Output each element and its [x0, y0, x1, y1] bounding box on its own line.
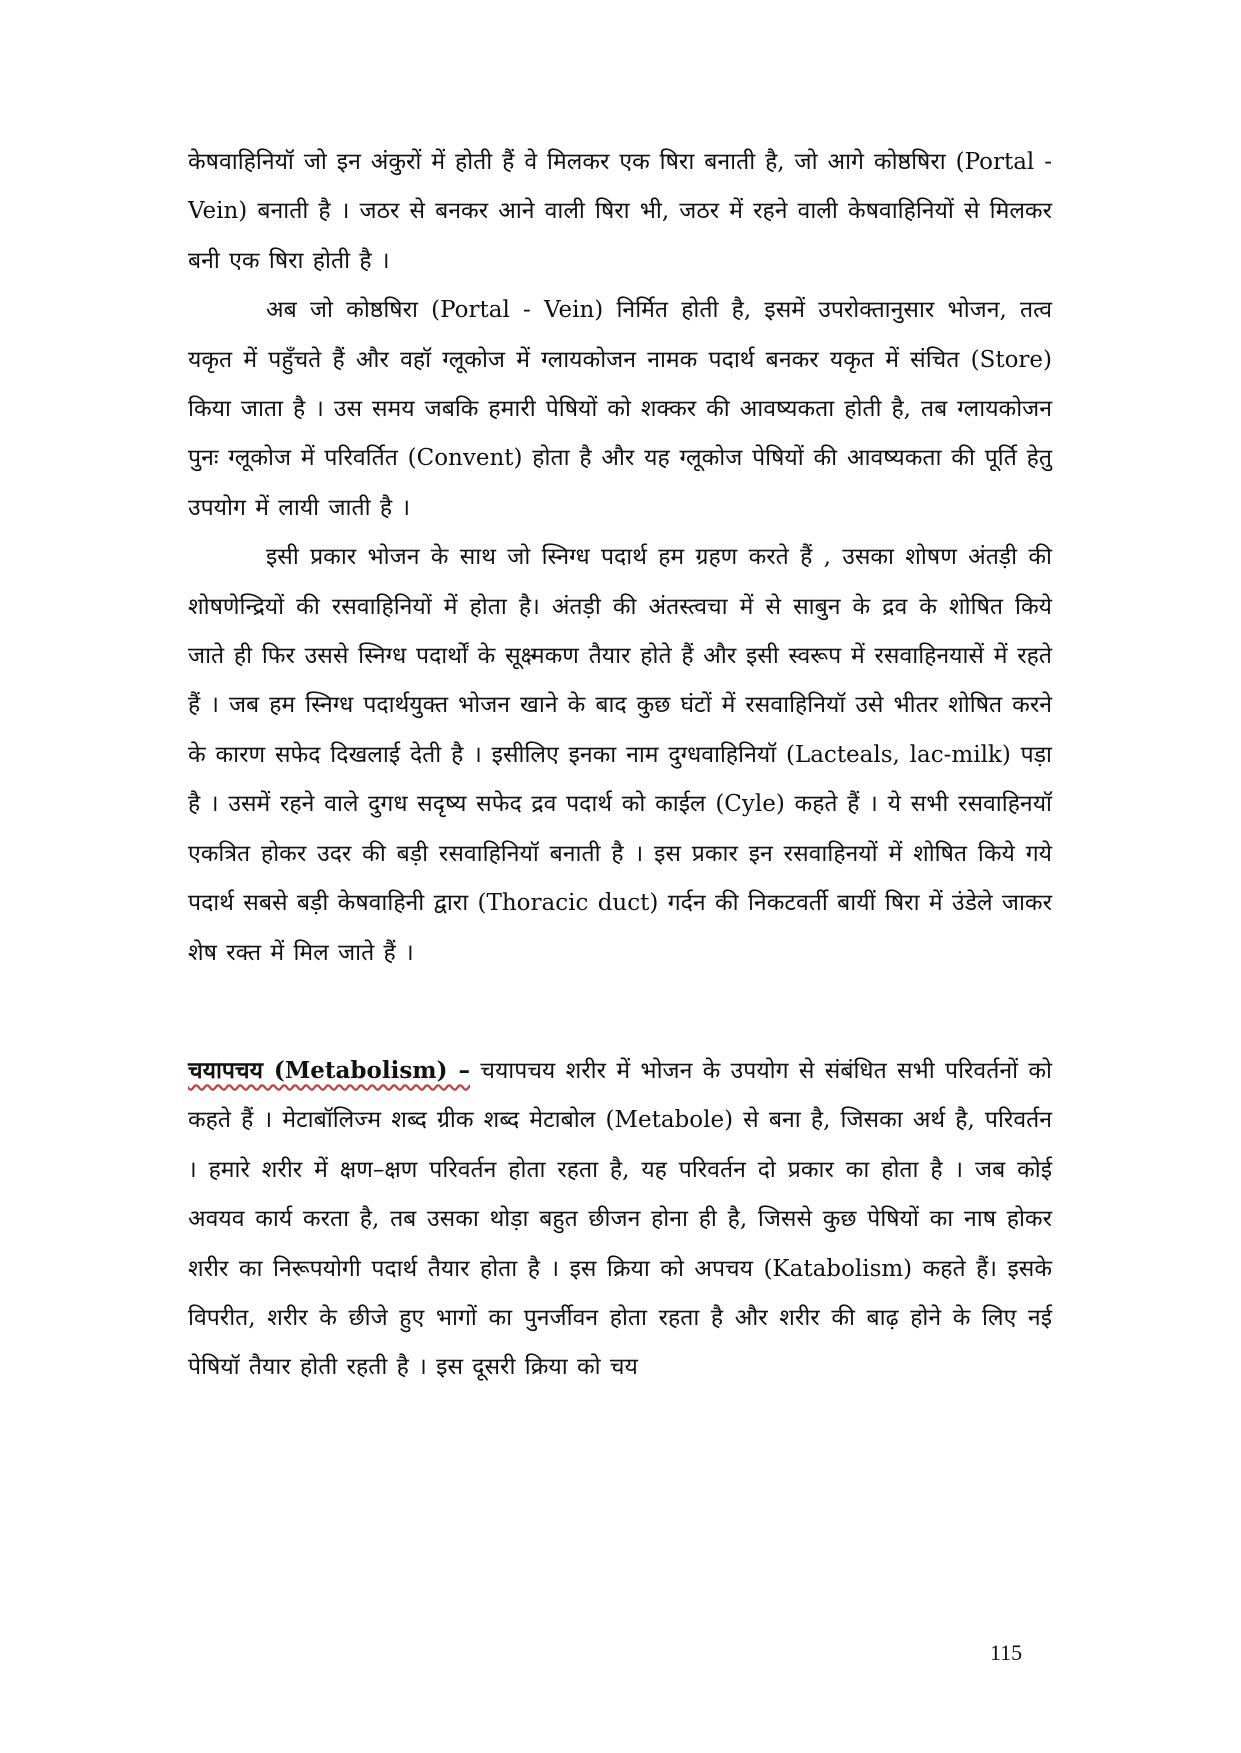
paragraph-metabolism	[188, 1046, 1052, 1393]
section-text-metabolism: चयापचय शरीर में भोजन के उपयोग से संबंधित सभी परिवर्तनों को कहते हैं । मेटाबॉलिज्म शब्द ग्रीक शब्द मेटाबोल (Metabole) से बना है, जिसका अर्थ है, परिवर्तन । हमारे शरीर में क्षण–क्षण परिवर्तन होता रहता है, यह परिवर्तन दो प्रकार का होता है । जब कोई अवयव कार्य करता है, तब उसका थोड़ा बहुत छीजन होना ही है, जिससे कुछ पेषियों का नाष होकर शरीर का निरूपयोगी पदार्थ तैयार होता है । इस क्रिया को अपचय (Katabolism) कहते हैं। इसके विपरीत, शरीर के छीजे हुए भागों का पुनर्जीवन होता रहता है और शरीर की बाढ़ होने के लिए नई पेषियॉ तैयार होती रहती है । इस दूसरी क्रिया को चय	[188, 1057, 1052, 1381]
page-number: 115	[990, 1640, 1023, 1665]
paragraph-glycogen: अब जो कोष्ठषिरा (Portal - Vein) निर्मित होती है, इसमें उपरोक्तानुसार भोजन, तत्व यकृत में पहुॅंचते हैं और वहॉ ग्लूकोज में ग्लायकोजन नामक पदार्थ बनकर यकृत में संचित (Store) किया जाता है । उस समय जबकि हमारी पेषियों को शक्कर की आवष्यकता होती है, तब ग्लायकोजन पुनः ग्लूकोज में परिवर्तित (Convent) होता है और यह ग्लूकोज पेषियों की आवष्यकता की पूर्ति हेतु उपयोग में लायी जाती है ।	[188, 297, 1052, 521]
paragraph-portal-vein: केषवाहिनियॉ जो इन अंकुरों में होती हैं वे मिलकर एक षिरा बनाती है, जो आगे कोष्ठषिरा (Portal - Vein) बनाती है । जठर से बनकर आने वाली षिरा भी, जठर में रहने वाली केषवाहिनियों से मिलकर बनी एक षिरा होती है ।	[188, 149, 1052, 274]
paragraph-lacteals: इसी प्रकार भोजन के साथ जो स्निग्ध पदार्थ हम ग्रहण करते हैं , उसका शोषण अंतड़ी की शोषणेन्द्रियों की रसवाहिनियों में होता है। अंतड़ी की अंतस्त्वचा में से साबुन के द्रव के शोषित किये जाते ही फिर उससे स्निग्ध पदार्थों के सूक्ष्मकण तैयार होते हैं और इसी स्वरूप में रसवाहिनयासें में रहते हैं । जब हम स्निग्ध पदार्थयुक्त भोजन खाने के बाद कुछ घंटों में रसवाहिनियॉ उसे भीतर शोषित करने के कारण सफेद दिखलाई देती है । इसीलिए इनका नाम दुग्धवाहिनियॉ (Lacteals, lac-milk) पड़ा है । उसमें रहने वाले दुगध सदृष्य सफेद द्रव पदार्थ को काईल (Cyle) कहते हैं । ये सभी रसवाहिनयॉ एकत्रित होकर उदर की बड़ी रसवाहिनियॉ बनाती है । इस प्रकार इन रसवाहिनयों में शोषित किये गये पदार्थ सबसे बड़ी केषवाहिनी द्वारा (Thoracic duct) गर्दन की निकटवर्ती बायीं षिरा में उंडेले जाकर शेष रक्त में मिल जाते हैं ।	[188, 544, 1052, 966]
document-page	[188, 138, 1052, 1393]
section-heading-metabolism: चयापचय (Metabolism) –	[188, 1056, 471, 1084]
